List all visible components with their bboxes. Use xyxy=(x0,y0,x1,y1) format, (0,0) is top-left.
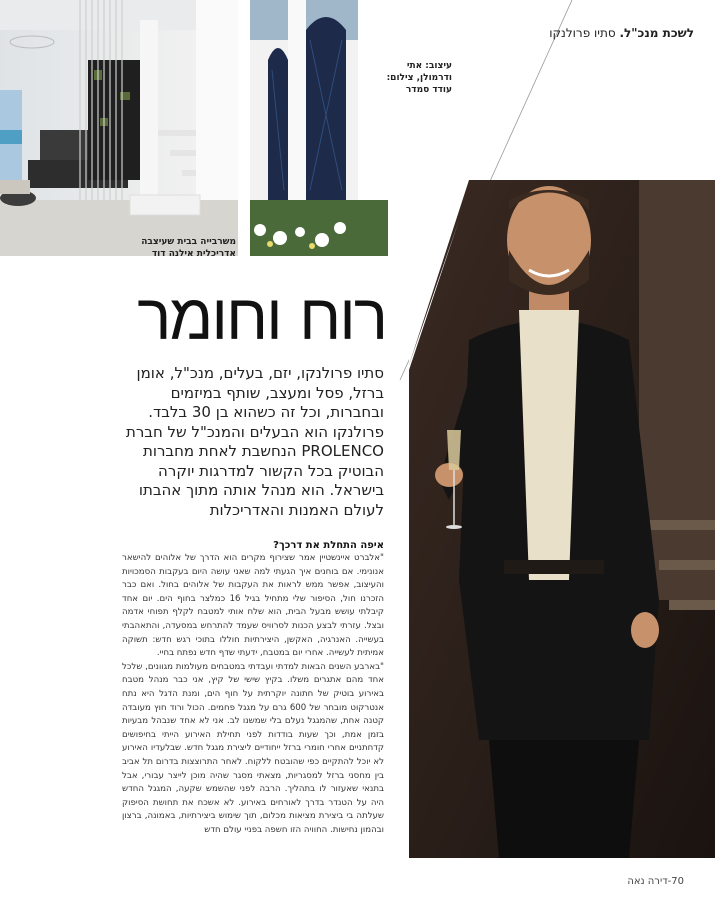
interview-question: איפה התחלת את דרכך? xyxy=(273,540,384,551)
caption-line-2: אדריכלית אילנה דוד xyxy=(151,249,236,259)
article-body xyxy=(122,552,384,837)
credits-line-1: עיצוב: אתי xyxy=(406,61,452,71)
magazine-name: דירה נאה xyxy=(627,876,668,887)
caption-line-1: משרבייה בבית שעיצבה xyxy=(141,237,236,247)
facade-photo xyxy=(250,0,388,256)
page-footer: 70-דירה נאה xyxy=(627,876,684,887)
section-name: לשכת מנכ"ל. xyxy=(619,26,694,40)
body-paragraph: "אלברט איינשטיין אמר שצירוף מקרים הוא הדרך של אלוהים להישאר אנונימי. אם בוחנים איך הגעתי למה שאני עושה היום בעקבות הסמכויות והעיצוב, אפשר ממש לראות את העקבות של אלוהים בחול. ואם כבר הזכרנו חול, הסיפור שלי מתחיל בגיל 16 כמלצר בחוף הים. יום אחד קיבלתי עושש מבעל הבית, הוא שלח אותי למטבח לקלף תפוחי אדמה ובצל. עזרתי לבצע הכנות לסרוויס שעמד להתרחש במסעדה, והתאהבתי בעשייה. האנרגיה, האקשן, היצירתיות חוללו בתוכי רגש חדש: תשוקה אמיתית לעשייה. אחרי יום במטבח, ידעתי שדף חדש נפתח בחיי. xyxy=(122,553,384,659)
interior-photo xyxy=(0,0,238,256)
interior-photo-caption xyxy=(141,236,236,260)
section-header xyxy=(549,26,694,40)
credits-line-2: ודרמולן, צילום: xyxy=(386,73,452,83)
page-number: 70 xyxy=(671,876,684,887)
header-person-name: סתיו פרולנקו xyxy=(549,26,616,40)
body-paragraph: "בארבע השנים הבאות למדתי ועבדתי במטבחים מעולמות מגוונים, שלכל אחד מהם אתגרים משלו. בקיץ שישי של קיץ, אני כבר מנהל מטבח באירוע בוטיק של חתונה יוקרתית על חוף הים, ומנת הדגל היא נתח אנטרקוט מובחר של 600 גרם על מגגל פחמים. הכול ורוד חוץ מעובדה קטנה אחת, שהמגגל נעלם בלי שמשנו לב. אני לא אחד שנבהל מבעיות בזמן אמת, וכך שעות בודדות לפני תחילת האירוע הייתי בחיפושים קדחתניים אחרי חומרי ברזל ייחודיים ליצירת מגגל חדש. שבלעדיו האירוע לא יוכל להתקיים כפי שהובטח ללקוח. לאחר התרוצצות בדרום תל אביב בין מחסני ברזל למסגריות, מצאתי מסגר שהיה מוכן לייצר עבורי, אבל בתנאי שאעזור לו בתהליך. הרבה לפני שהשמש שקעה, המגגל החדש היה על הטנדר בדרך לאורחים באירוע. לא אשכח את תחושת הסיפוק שעלתה בי ביצירת מציאות מכלום, תוך שימוש ביצירתיות, באמונה, ברצון ובהמון נחישות. החוויה הזו חשפה בפניי עולם חדש xyxy=(122,661,384,835)
credits-line-3: עודד סמדר xyxy=(405,85,452,95)
portrait-photo xyxy=(409,180,715,858)
article-intro: סתיו פרולנקו, יזם, בעלים, מנכ"ל, אומן ברזל, פסל ומעצב, שותף במיזמים ובחברות, וכל זה כשהוא בן 30 בלבד. פרולנקו הוא הבעלים והמנכ"ל של חברת PROLENCO הנחשבת לאחת מחברות הבוטיק בכל הקשור למדרגות יוקרה בישראל. הוא מנהל אותה מתוך אהבתו לעולם האמנות והאדריכלות xyxy=(125,364,384,519)
article-title: רוח וחומר xyxy=(137,281,386,355)
